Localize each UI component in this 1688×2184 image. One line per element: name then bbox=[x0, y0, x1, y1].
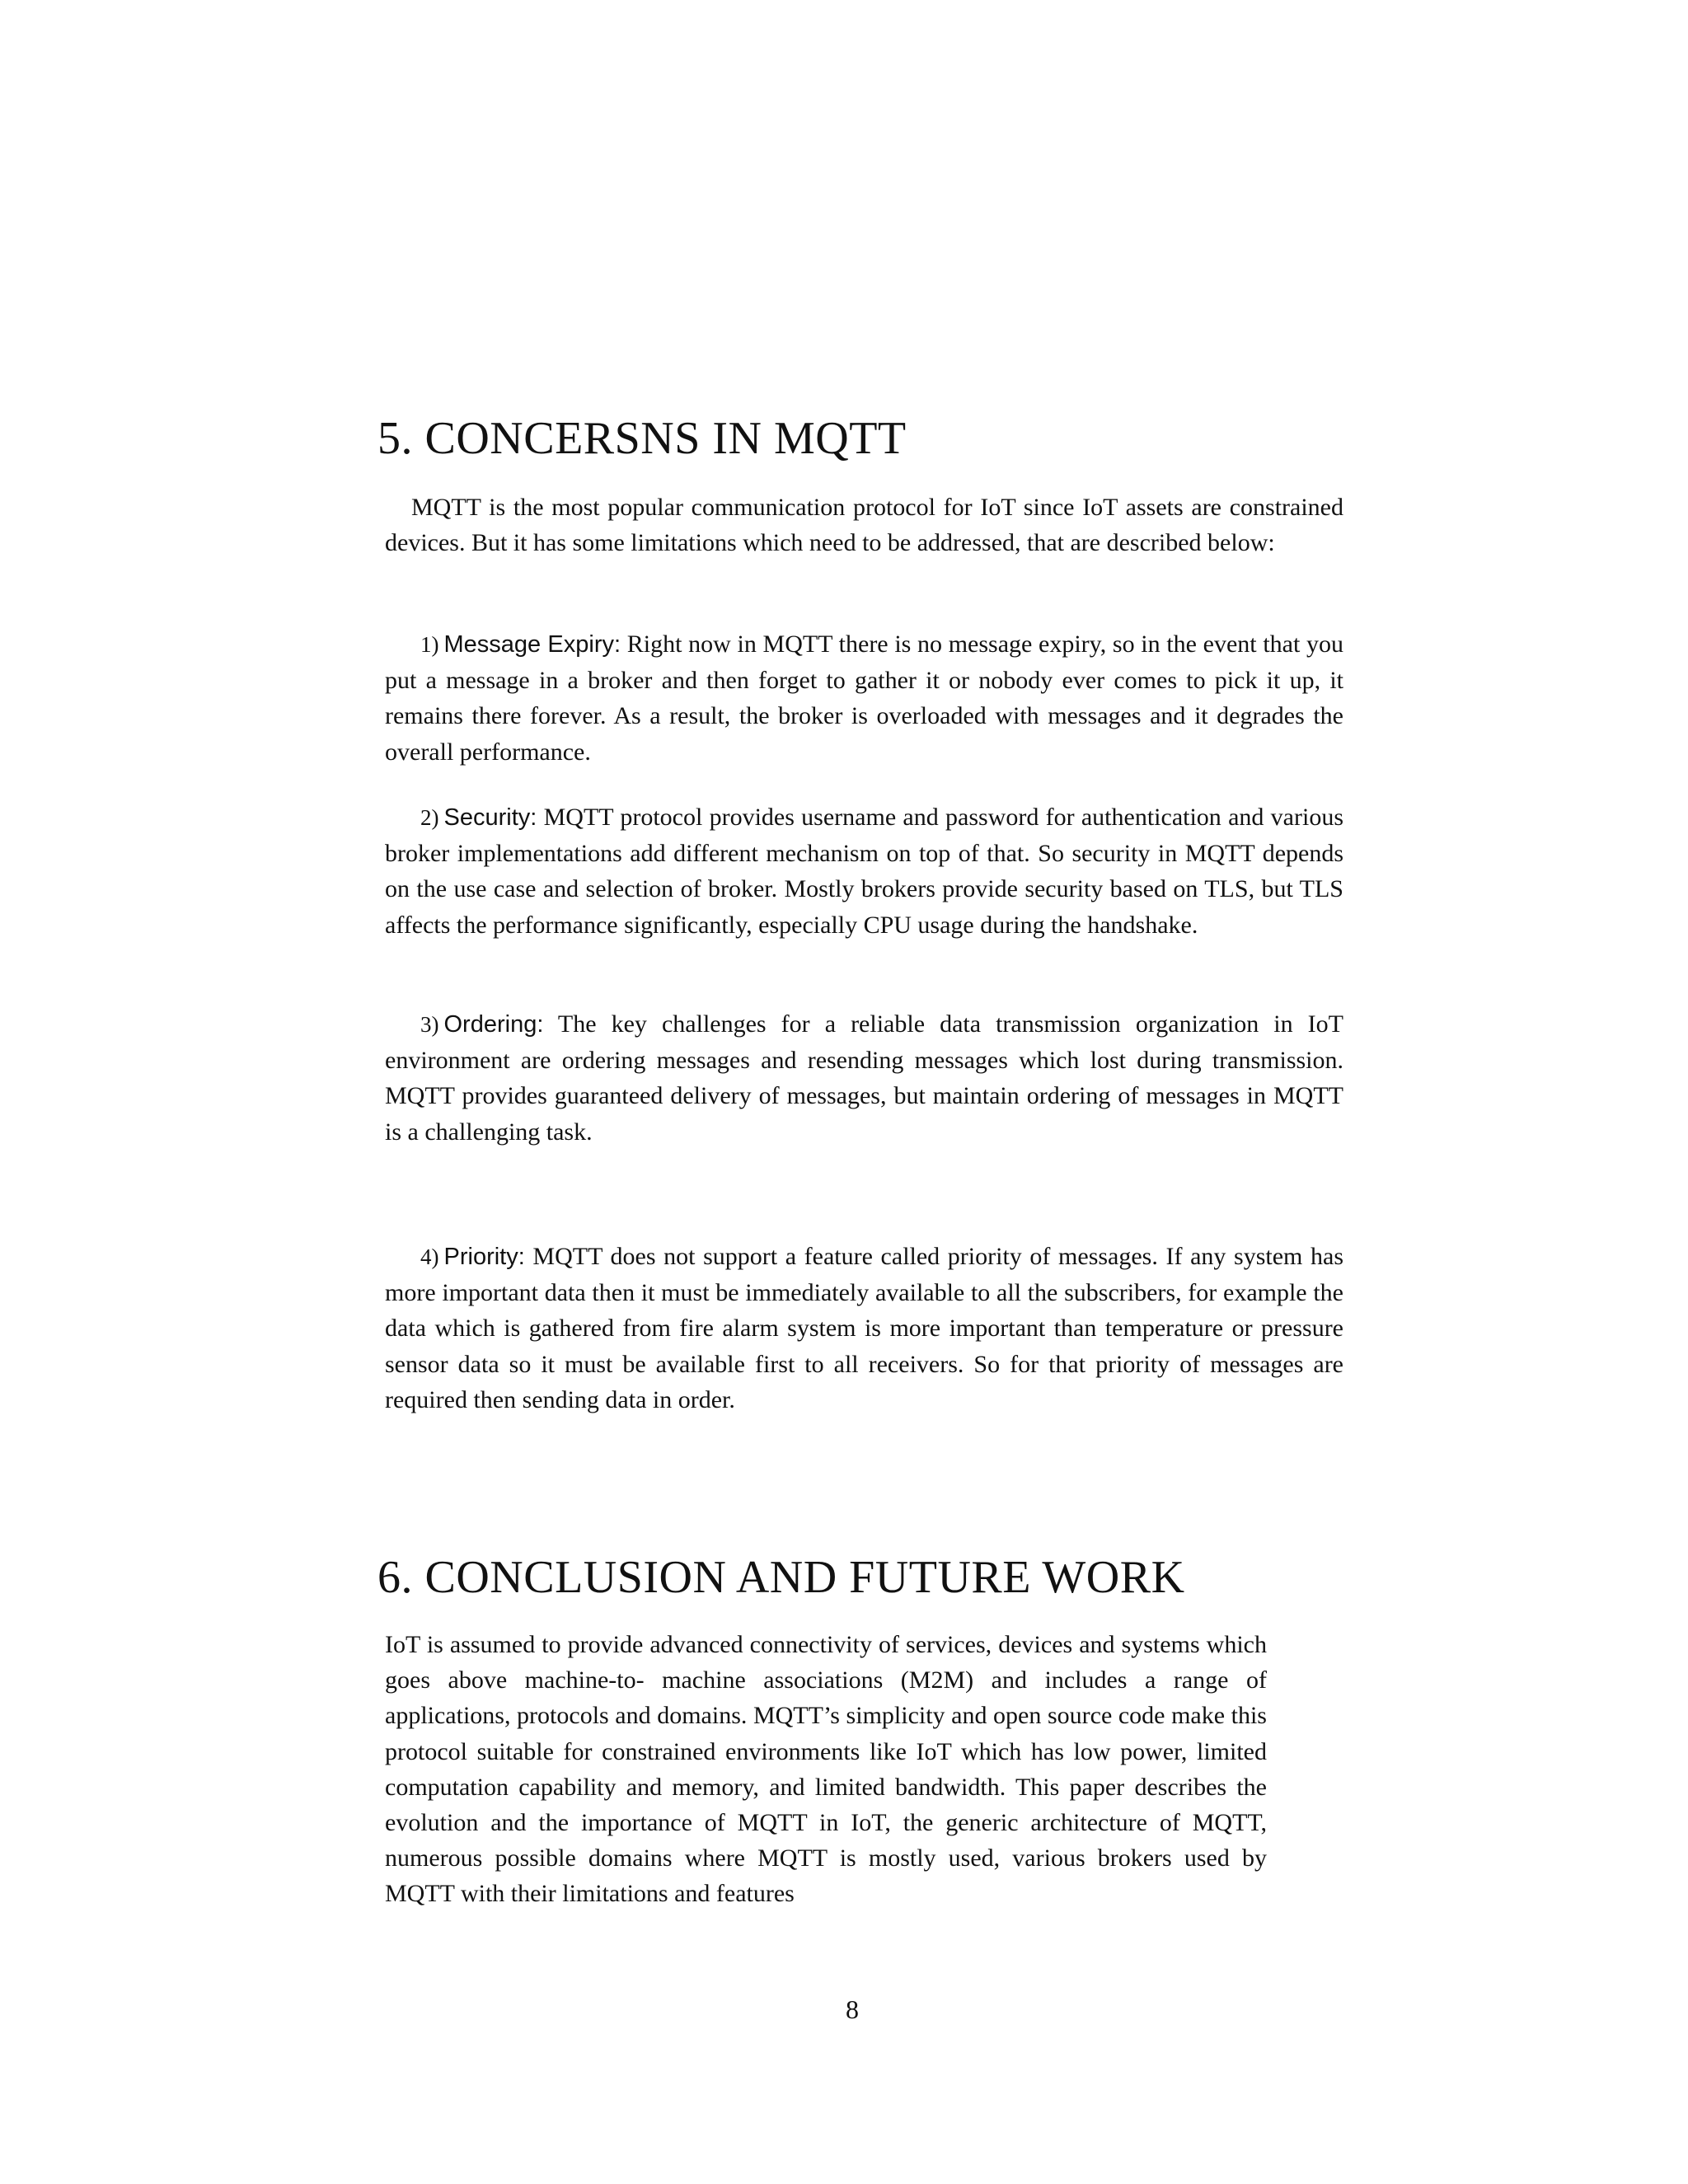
concern-item-ordering bbox=[385, 1006, 1343, 1150]
section-6-body: IoT is assumed to provide advanced connectivity of services, devices and systems which goes above machine-to- machine associations (M2M) and includes a range of applications, protocols and domains. MQTT’s simplicity and open source code make this protocol suitable for constrained environments like IoT which has low power, limited computation capability and memory, and limited bandwidth. This paper describes the evolution and the importance of MQTT in IoT, the generic architecture of MQTT, numerous possible domains where MQTT is mostly used, various brokers used by MQTT with their limitations and features bbox=[385, 1631, 1267, 1908]
item-term: Message Expiry: bbox=[443, 631, 621, 658]
concern-item-security bbox=[385, 799, 1343, 943]
item-text: The key challenges for a reliable data transmission organization in IoT environment are ordering messages and resending messages which lost during transmission. MQTT provides guaranteed delivery of messages, but maintain ordering of messages in MQTT is a challenging task. bbox=[385, 1010, 1343, 1146]
item-term: Priority: bbox=[443, 1244, 525, 1270]
item-term: Ordering: bbox=[443, 1011, 544, 1038]
concern-item-message-expiry bbox=[385, 626, 1343, 770]
item-text: MQTT does not support a feature called priority of messages. If any system has more important data then it must be immediately available to all the subscribers, for example the data which is gathered from fire alarm system is more important than temperature or pressure sensor data so it must be available first to all receivers. So for that priority of messages are required then sending data in order. bbox=[385, 1243, 1343, 1413]
item-number: 1) bbox=[420, 632, 439, 657]
concern-item-priority bbox=[385, 1239, 1343, 1418]
section-5-intro: MQTT is the most popular communication protocol for IoT since IoT assets are constrained devices. But it has some limitations which need to be addressed, that are described below: bbox=[385, 494, 1343, 557]
item-text: Right now in MQTT there is no message expiry, so in the event that you put a message in a broker and then forget to gather it or nobody ever comes to pick it up, it remains there forever. As a result, the broker is overloaded with messages and it degrades the overall performance. bbox=[385, 630, 1344, 766]
page-number: 8 bbox=[846, 1994, 859, 2024]
item-term: Security: bbox=[443, 804, 537, 831]
section-6-heading: 6. CONCLUSION AND FUTURE WORK bbox=[377, 1552, 1185, 1603]
item-text: MQTT protocol provides username and password for authentication and various broker implementations add different mechanism on top of that. So security in MQTT depends on the use case and selection of broker. Mostly brokers provide security based on TLS, but TLS affects the performance significantly, especially CPU usage during the handshake. bbox=[385, 804, 1343, 939]
section-5-heading: 5. CONCERSNS IN MQTT bbox=[377, 413, 907, 464]
item-number: 2) bbox=[420, 805, 439, 830]
item-number: 3) bbox=[420, 1012, 439, 1037]
item-number: 4) bbox=[420, 1244, 439, 1269]
